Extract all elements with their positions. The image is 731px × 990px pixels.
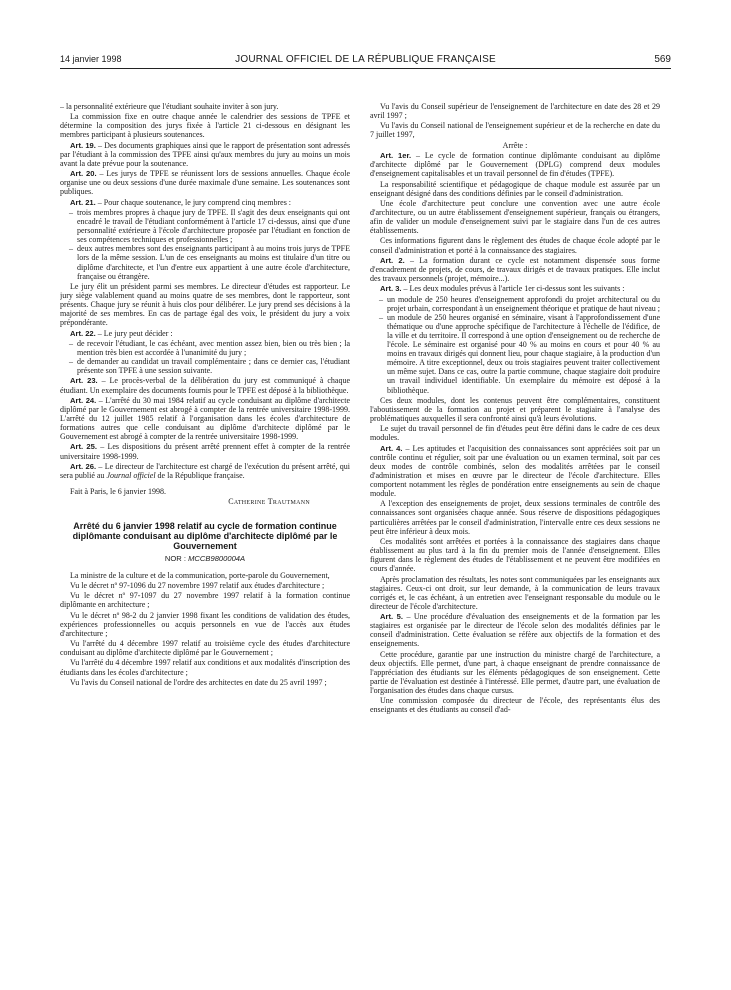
article-label: Art. 19. xyxy=(70,140,96,150)
article-22-list xyxy=(60,339,350,375)
article-label: Art. 23. xyxy=(70,376,98,386)
nor-label: NOR : xyxy=(164,553,189,563)
paragraph: Une commission composée du directeur de l'école, des représentants élus des enseignants et des étudiants au conseil d'ad- xyxy=(370,696,660,715)
list-item: – un module de 250 heures organisé en séminaire, visant à l'approfondissement d'une thématique ou d'une approche spécifique de l'architecture à l'échelle de l'édifice, de la ville et du territoire. Il correspond à une option d'enseignement ou de recherche de l'école. Le séminaire est organisé pour 40 % au moins en cours et pour 40 % au moins en travaux dirigés qui donnent lieu, pour chaque stagiaire, à la production d'un mémoire. A titre exceptionnel, deux ou trois stagiaires peuvent traiter collectivement un même sujet. Dans ce cas, outre la partie commune, chaque stagiaire doit produire un travail individuel identifiable. Un exemplaire du mémoire est déposé à la bibliothèque. xyxy=(380,313,660,395)
visa: Vu l'arrêté du 4 décembre 1997 relatif aux conditions et aux modalités d'inscription des étudiants dans les écoles d'architecture ; xyxy=(60,658,350,677)
article-text: – Le directeur de l'architecture est chargé de l'exécution du présent arrêté, qui sera publié au xyxy=(60,461,350,480)
visa: Vu l'avis du Conseil supérieur de l'enseignement de l'architecture en date des 28 et 29 avril 1997 ; xyxy=(370,102,660,121)
list-item: – trois membres propres à chaque jury de TPFE. Il s'agit des deux enseignants qui ont encadré le travail de l'étudiant conformément à l'article 17 ci-dessus, ainsi que d'une personnalité extérieure à l'école d'architecture proposée par l'étudiant en fonction de ses compétences techniques et professionnelles ; xyxy=(70,208,350,244)
article-label: Art. 22. xyxy=(70,328,96,338)
header-rule xyxy=(60,68,671,69)
article-text: – Les jurys de TPFE se réunissent lors de sessions annuelles. Chaque école organise une ou deux sessions d'une durée maximale d'une semaine. Les soutenances sont publiques. xyxy=(60,169,350,197)
list-item: – de recevoir l'étudiant, le cas échéant, avec mention assez bien, bien ou très bien ; la mention très bien est accordée à l'unanimité du jury ; xyxy=(70,339,350,357)
article-text: – Pour chaque soutenance, le jury comprend cinq membres : xyxy=(95,197,292,207)
paragraph: La responsabilité scientifique et pédagogique de chaque module est assurée par un enseignant désigné dans des conditions définies par le conseil d'administration. xyxy=(370,179,660,198)
nor-code: MCCB9800004A xyxy=(188,553,246,563)
article-label: Art. 20. xyxy=(70,169,97,179)
fait-a-paris: Fait à Paris, le 6 janvier 1998. xyxy=(70,487,166,497)
article-text: de la République française. xyxy=(155,470,245,480)
article-text: – Le procès-verbal de la délibération du jury est communiqué à chaque étudiant. Un exemplaire des documents fournis pour le TPFE est déposé à la bibliothèque. xyxy=(60,376,350,395)
article-label: Art. 4. xyxy=(380,443,403,453)
article-label: Art. 21. xyxy=(70,197,96,207)
article-text: – Des documents graphiques ainsi que le rapport de présentation sont adressés par l'étudiant à la commission des TPFE ainsi qu'aux membres du jury au moins un mois avant la date prévue pour la soutenance. xyxy=(60,140,350,168)
article-1 xyxy=(370,151,660,178)
header-date: 14 janvier 1998 xyxy=(60,54,122,64)
signature-name: Catherine Trautmann xyxy=(228,497,310,507)
article-19 xyxy=(60,141,350,168)
journal-officiel-italic: Journal officiel xyxy=(106,470,156,480)
visa: Vu le décret nº 97-1096 du 27 novembre 1997 relatif aux études d'architecture ; xyxy=(70,580,325,590)
paragraph: Ces modalités sont arrêtées et portées à la connaissance des stagiaires dans chaque établissement au plus tard à la fin du premier mois de l'année d'enseignement. Elles figurent dans le règlement des études de l'établissement et ne peuvent être modifiées en cours d'année. xyxy=(370,536,660,574)
list-item: – un module de 250 heures d'enseignement approfondi du projet architectural ou du projet urbain, correspondant à un enseignement théorique et pratique de haut niveau ; xyxy=(380,295,660,313)
list-item: – de demander au candidat un travail complémentaire ; dans ce dernier cas, l'étudiant présente son TPFE à une session suivante. xyxy=(70,357,350,375)
visa: Vu l'avis du Conseil national de l'ordre des architectes en date du 25 avril 1997 ; xyxy=(70,677,327,687)
article-label: Art. 2. xyxy=(380,255,405,265)
article-text: – Une procédure d'évaluation des enseignements et de la formation par les stagiaires est organisée par le directeur de l'école selon des modalités définies par le conseil d'administration. Cette évaluation se réfère aux objectifs de la formation et des enseignements. xyxy=(370,612,660,649)
paragraph: – la personnalité extérieure que l'étudiant souhaite inviter à son jury. xyxy=(60,102,279,111)
list-item: – deux autres membres sont des enseignants participant à au moins trois jurys de TPFE lors de la même session. L'un de ces enseignants au moins est titulaire d'un titre ou diplôme d'architecte, et l'un d'entre eux appartient à une autre école d'architecture, française ou étrangère. xyxy=(70,244,350,280)
article-label: Art. 1er. xyxy=(380,151,412,161)
article-text: – Les aptitudes et l'acquisition des connaissances sont appréciées soit par un contrôle continu et régulier, soit par une évaluation ou un examen terminal, soit par ces deux modes de contrôle combinés, selon des modalités arrêtées par le conseil d'administration et mises en œuvre par le directeur de l'école d'architecture. Elles comportent notamment les règles de pondération entre enseignements au sein de chaque module. xyxy=(370,443,660,499)
article-3 xyxy=(370,284,660,293)
paragraph: Cette procédure, garantie par une instruction du ministre chargé de l'architecture, a deux objectifs. Elle permet, d'une part, à chaque enseignant de prendre connaissance de l'appréciation des étudiants sur les éléments pédagogiques de son enseignement. Cette partie de l'évaluation est destinée à l'intéressé. Elle permet, d'autre part, une évaluation de l'organisation des études dans chaque cursus. xyxy=(370,649,660,695)
article-label: Art. 26. xyxy=(70,461,97,471)
paragraph: La commission fixe en outre chaque année le calendrier des sessions de TPFE et détermine la composition des jurys fixée à l'article 21 ci-dessous en désignant les membres participant à plusieurs soutenances. xyxy=(60,112,350,140)
article-text: – L'arrêté du 30 mai 1984 relatif au cycle conduisant au diplôme d'architecte diplômé par le Gouvernement est abrogé à compter de la rentrée universitaire 1998-1999. L'arrêté du 12 juillet 1985 relatif à l'organisation dans les écoles d'architecture de formations autres que celle conduisant au diplôme d'architecte diplômé par le Gouvernement est abrogé à compter de la rentrée universitaire 1998-1999. xyxy=(60,395,350,442)
article-21-list xyxy=(60,208,350,281)
paragraph: La ministre de la culture et de la communication, porte-parole du Gouvernement, xyxy=(70,570,330,580)
arrete-title: Arrêté du 6 janvier 1998 relatif au cycle de formation continue diplômante conduisant au diplôme d'architecte diplômé par le Gouvernement xyxy=(72,520,338,551)
article-text: – Les deux modules prévus à l'article 1er ci-dessus sont les suivants : xyxy=(401,284,625,294)
visa: Vu l'avis du Conseil national de l'enseignement supérieur et de la recherche en date du 7 juillet 1997, xyxy=(370,121,660,140)
visa: Vu le décret nº 98-2 du 2 janvier 1998 fixant les conditions de validation des études, expériences professionnelles ou acquis personnels en vue de l'accès aux études d'architecture ; xyxy=(60,610,350,638)
signature xyxy=(60,497,350,506)
article-3-list xyxy=(370,295,660,395)
article-4 xyxy=(370,444,660,499)
article-label: Art. 25. xyxy=(70,442,97,452)
article-label: Art. 24. xyxy=(70,395,97,405)
paragraph: Le sujet du travail personnel de fin d'études peut être défini dans le cadre de ces deux modules. xyxy=(370,424,660,443)
header-title: JOURNAL OFFICIEL DE LA RÉPUBLIQUE FRANÇAISE xyxy=(235,54,496,65)
article-label: Art. 5. xyxy=(380,612,403,622)
arrete-label: Arrête : xyxy=(502,140,528,150)
article-22 xyxy=(60,329,350,338)
article-2 xyxy=(370,256,660,283)
article-25 xyxy=(60,442,350,460)
paragraph: Après proclamation des résultats, les notes sont communiquées par les enseignants aux stagiaires. Ceux-ci ont droit, sur leur demande, à la communication de leurs travaux corrigés et, le cas échéant, à un entretien avec l'enseignant responsable du module ou le directeur de l'école d'architecture. xyxy=(370,574,660,611)
article-text: – Le cycle de formation continue diplômante conduisant au diplôme d'architecte diplômé par le Gouvernement (DPLG) comprend deux modules d'enseignement capitalisables et un travail personnel de fin d'études (TPFE). xyxy=(370,151,660,179)
article-23 xyxy=(60,376,350,394)
header-page-number: 569 xyxy=(654,54,671,65)
left-column xyxy=(60,102,350,982)
article-21 xyxy=(60,198,350,207)
visa: Vu l'arrêté du 4 décembre 1997 relatif au troisième cycle des études d'architecture conduisant au diplôme d'architecte diplômé par le Gouvernement ; xyxy=(60,639,350,658)
article-label: Art. 3. xyxy=(380,284,402,294)
article-5 xyxy=(370,612,660,648)
paragraph: Ces informations figurent dans le règlement des études de chaque école adopté par le conseil d'administration et porté à la connaissance des stagiaires. xyxy=(370,236,660,255)
nor-reference xyxy=(60,554,350,563)
paragraph: A l'exception des enseignements de projet, deux sessions terminales de contrôle des connaissances sont organisées chaque année. Sous réserve de dispositions pédagogiques particulières arrêtées par le conseil d'administration, l'intervalle entre ces deux sessions ne peut être inférieur à deux mois. xyxy=(370,499,660,536)
article-text: – La formation durant ce cycle est notamment dispensée sous forme d'encadrement de projets, de cours, de travaux dirigés et de travaux pratiques. Elle inclut des travaux personnels (projet, mémoire...). xyxy=(370,255,660,283)
article-20 xyxy=(60,169,350,196)
article-24 xyxy=(60,396,350,441)
page-header xyxy=(60,54,671,68)
paragraph: Ces deux modules, dont les contenus peuvent être complémentaires, constituent l'aboutissement de la formation au projet et préparent le stagiaire à l'analyse des problématiques auxquelles il sera confronté ainsi qu'à leurs évolutions. xyxy=(370,395,660,423)
visa: Vu le décret nº 97-1097 du 27 novembre 1997 relatif à la formation continue diplômante en architecture ; xyxy=(60,591,350,610)
article-text: – Le jury peut décider : xyxy=(95,328,173,338)
article-text: – Les dispositions du présent arrêté prennent effet à compter de la rentrée universitaire 1998-1999. xyxy=(60,442,350,461)
article-26 xyxy=(60,462,350,480)
paragraph: Le jury élit un président parmi ses membres. Le directeur d'études est rapporteur. Le jury siège valablement quand au moins quatre de ses membres, dont le rapporteur, sont présents. Chaque jury se réunit à huis clos pour délibérer. Le jury prend ses décisions à la majorité de ses membres. En cas de partage égal des voix, le président du jury a voix prépondérante. xyxy=(60,281,350,328)
paragraph: Une école d'architecture peut conclure une convention avec une autre école d'architecture, ou un autre établissement d'enseignement supérieur, français ou étrangers, afin de valider un module d'enseignement suivi par le stagiaire dans l'un de ces autres établissements. xyxy=(370,198,660,236)
right-column xyxy=(370,102,660,982)
